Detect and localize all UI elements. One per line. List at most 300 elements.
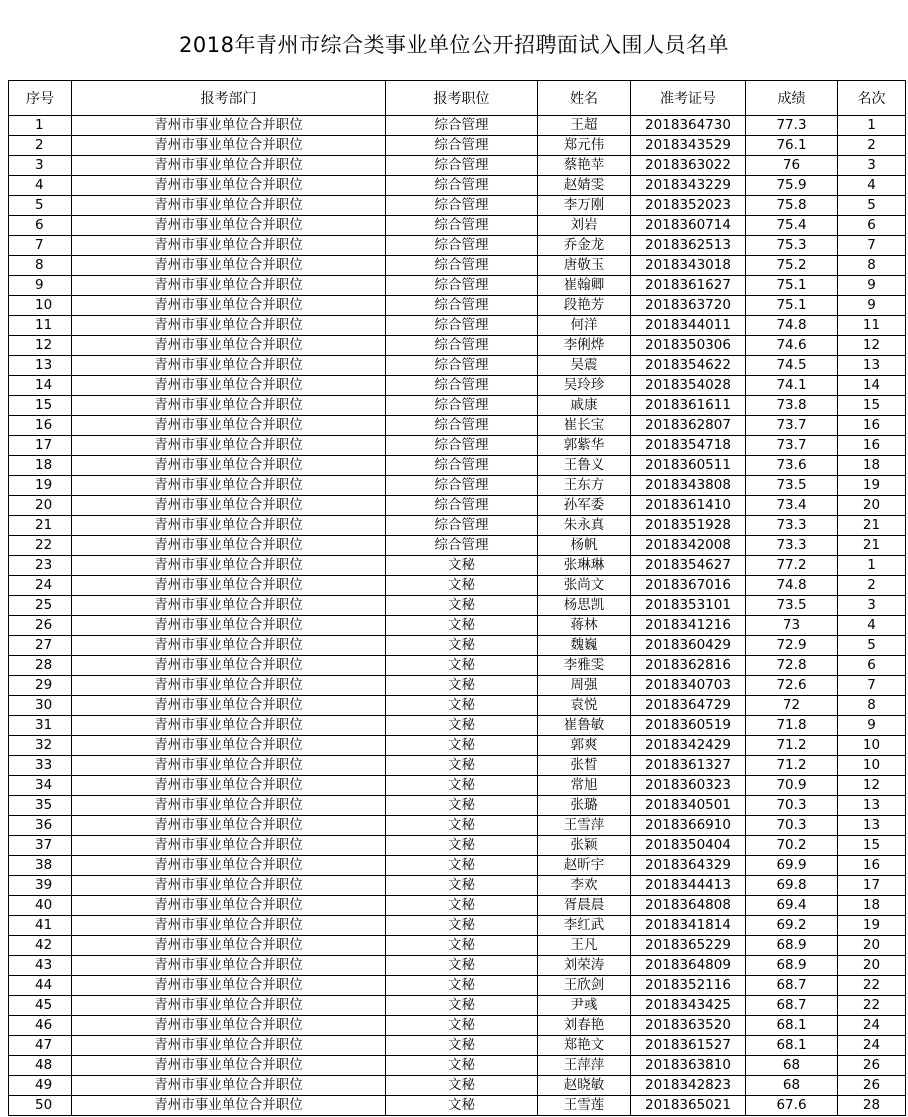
cell-position: 文秘 [386, 956, 538, 976]
cell-rank: 28 [838, 1096, 906, 1116]
cell-score: 72 [746, 696, 838, 716]
table-row [9, 376, 906, 396]
table-row [9, 656, 906, 676]
cell-rank: 8 [838, 696, 906, 716]
cell-seq: 48 [9, 1056, 72, 1076]
candidate-table [8, 80, 906, 1116]
cell-seq: 44 [9, 976, 72, 996]
table-row [9, 976, 906, 996]
cell-department: 青州市事业单位合并职位 [72, 796, 386, 816]
cell-department: 青州市事业单位合并职位 [72, 356, 386, 376]
cell-department: 青州市事业单位合并职位 [72, 296, 386, 316]
cell-ticket-number: 2018353101 [631, 596, 746, 616]
cell-department: 青州市事业单位合并职位 [72, 1056, 386, 1076]
table-row [9, 956, 906, 976]
cell-position: 文秘 [386, 616, 538, 636]
cell-ticket-number: 2018354718 [631, 436, 746, 456]
cell-seq: 10 [9, 296, 72, 316]
cell-position: 文秘 [386, 856, 538, 876]
cell-seq: 46 [9, 1016, 72, 1036]
cell-position: 综合管理 [386, 196, 538, 216]
cell-department: 青州市事业单位合并职位 [72, 996, 386, 1016]
cell-department: 青州市事业单位合并职位 [72, 1016, 386, 1036]
cell-position: 综合管理 [386, 536, 538, 556]
cell-seq: 45 [9, 996, 72, 1016]
table-row [9, 556, 906, 576]
header-ticket-number: 准考证号 [631, 81, 746, 116]
cell-position: 文秘 [386, 556, 538, 576]
table-row [9, 676, 906, 696]
cell-department: 青州市事业单位合并职位 [72, 236, 386, 256]
table-row [9, 336, 906, 356]
cell-score: 74.5 [746, 356, 838, 376]
cell-seq: 7 [9, 236, 72, 256]
cell-department: 青州市事业单位合并职位 [72, 756, 386, 776]
cell-department: 青州市事业单位合并职位 [72, 436, 386, 456]
cell-score: 73.4 [746, 496, 838, 516]
cell-position: 综合管理 [386, 216, 538, 236]
cell-ticket-number: 2018343425 [631, 996, 746, 1016]
cell-score: 70.2 [746, 836, 838, 856]
table-row [9, 796, 906, 816]
table-row [9, 1036, 906, 1056]
table-row [9, 256, 906, 276]
header-rank: 名次 [838, 81, 906, 116]
cell-ticket-number: 2018344011 [631, 316, 746, 336]
table-row [9, 816, 906, 836]
table-row [9, 456, 906, 476]
cell-rank: 2 [838, 576, 906, 596]
cell-name: 张琳琳 [538, 556, 631, 576]
cell-rank: 19 [838, 916, 906, 936]
cell-name: 常旭 [538, 776, 631, 796]
cell-seq: 19 [9, 476, 72, 496]
cell-rank: 15 [838, 396, 906, 416]
cell-ticket-number: 2018341814 [631, 916, 746, 936]
cell-ticket-number: 2018361627 [631, 276, 746, 296]
cell-score: 72.6 [746, 676, 838, 696]
cell-department: 青州市事业单位合并职位 [72, 976, 386, 996]
cell-name: 张璐 [538, 796, 631, 816]
cell-seq: 24 [9, 576, 72, 596]
cell-department: 青州市事业单位合并职位 [72, 196, 386, 216]
cell-name: 刘岩 [538, 216, 631, 236]
cell-rank: 3 [838, 156, 906, 176]
cell-seq: 29 [9, 676, 72, 696]
cell-department: 青州市事业单位合并职位 [72, 696, 386, 716]
cell-name: 赵婧雯 [538, 176, 631, 196]
cell-seq: 50 [9, 1096, 72, 1116]
cell-ticket-number: 2018343018 [631, 256, 746, 276]
cell-seq: 9 [9, 276, 72, 296]
cell-name: 李红武 [538, 916, 631, 936]
cell-ticket-number: 2018343529 [631, 136, 746, 156]
cell-score: 70.9 [746, 776, 838, 796]
cell-position: 文秘 [386, 1096, 538, 1116]
cell-name: 杨思凯 [538, 596, 631, 616]
cell-rank: 1 [838, 116, 906, 136]
cell-score: 73.8 [746, 396, 838, 416]
cell-rank: 22 [838, 996, 906, 1016]
cell-rank: 22 [838, 976, 906, 996]
cell-seq: 40 [9, 896, 72, 916]
table-row [9, 536, 906, 556]
cell-name: 何洋 [538, 316, 631, 336]
cell-score: 72.9 [746, 636, 838, 656]
cell-name: 尹彧 [538, 996, 631, 1016]
cell-seq: 17 [9, 436, 72, 456]
cell-rank: 16 [838, 416, 906, 436]
cell-ticket-number: 2018364730 [631, 116, 746, 136]
cell-name: 王鲁义 [538, 456, 631, 476]
cell-name: 张颖 [538, 836, 631, 856]
cell-name: 郭爽 [538, 736, 631, 756]
cell-rank: 18 [838, 896, 906, 916]
cell-rank: 13 [838, 816, 906, 836]
cell-position: 综合管理 [386, 416, 538, 436]
cell-name: 孙军委 [538, 496, 631, 516]
cell-department: 青州市事业单位合并职位 [72, 956, 386, 976]
cell-rank: 7 [838, 236, 906, 256]
cell-seq: 2 [9, 136, 72, 156]
cell-department: 青州市事业单位合并职位 [72, 716, 386, 736]
cell-seq: 18 [9, 456, 72, 476]
cell-department: 青州市事业单位合并职位 [72, 376, 386, 396]
cell-name: 刘春艳 [538, 1016, 631, 1036]
cell-score: 69.8 [746, 876, 838, 896]
cell-position: 文秘 [386, 596, 538, 616]
cell-ticket-number: 2018361327 [631, 756, 746, 776]
cell-score: 68.7 [746, 976, 838, 996]
cell-seq: 26 [9, 616, 72, 636]
cell-position: 综合管理 [386, 136, 538, 156]
table-body [9, 116, 906, 1116]
cell-rank: 20 [838, 956, 906, 976]
cell-department: 青州市事业单位合并职位 [72, 156, 386, 176]
cell-score: 73.7 [746, 416, 838, 436]
cell-position: 文秘 [386, 816, 538, 836]
table-row [9, 316, 906, 336]
cell-rank: 20 [838, 936, 906, 956]
cell-department: 青州市事业单位合并职位 [72, 676, 386, 696]
cell-position: 文秘 [386, 1076, 538, 1096]
cell-seq: 8 [9, 256, 72, 276]
cell-seq: 49 [9, 1076, 72, 1096]
table-row [9, 736, 906, 756]
cell-score: 73.3 [746, 516, 838, 536]
cell-seq: 38 [9, 856, 72, 876]
cell-score: 75.1 [746, 296, 838, 316]
cell-department: 青州市事业单位合并职位 [72, 176, 386, 196]
cell-score: 73.6 [746, 456, 838, 476]
cell-position: 文秘 [386, 696, 538, 716]
cell-position: 综合管理 [386, 176, 538, 196]
cell-rank: 24 [838, 1036, 906, 1056]
cell-seq: 28 [9, 656, 72, 676]
cell-position: 文秘 [386, 876, 538, 896]
cell-seq: 37 [9, 836, 72, 856]
cell-ticket-number: 2018364729 [631, 696, 746, 716]
cell-seq: 35 [9, 796, 72, 816]
cell-seq: 20 [9, 496, 72, 516]
cell-ticket-number: 2018362513 [631, 236, 746, 256]
cell-score: 77.2 [746, 556, 838, 576]
cell-seq: 5 [9, 196, 72, 216]
cell-department: 青州市事业单位合并职位 [72, 596, 386, 616]
cell-seq: 31 [9, 716, 72, 736]
cell-ticket-number: 2018342008 [631, 536, 746, 556]
cell-position: 综合管理 [386, 116, 538, 136]
cell-ticket-number: 2018360714 [631, 216, 746, 236]
cell-ticket-number: 2018354028 [631, 376, 746, 396]
cell-ticket-number: 2018363720 [631, 296, 746, 316]
cell-score: 70.3 [746, 816, 838, 836]
table-row [9, 196, 906, 216]
cell-position: 文秘 [386, 896, 538, 916]
cell-department: 青州市事业单位合并职位 [72, 276, 386, 296]
cell-position: 综合管理 [386, 516, 538, 536]
cell-ticket-number: 2018352023 [631, 196, 746, 216]
cell-rank: 13 [838, 356, 906, 376]
cell-score: 69.4 [746, 896, 838, 916]
header-department: 报考部门 [72, 81, 386, 116]
cell-department: 青州市事业单位合并职位 [72, 396, 386, 416]
table-row [9, 1096, 906, 1116]
cell-seq: 25 [9, 596, 72, 616]
cell-position: 文秘 [386, 736, 538, 756]
cell-rank: 17 [838, 876, 906, 896]
table-row [9, 876, 906, 896]
cell-department: 青州市事业单位合并职位 [72, 816, 386, 836]
cell-score: 67.6 [746, 1096, 838, 1116]
cell-rank: 7 [838, 676, 906, 696]
cell-score: 68.1 [746, 1016, 838, 1036]
cell-department: 青州市事业单位合并职位 [72, 476, 386, 496]
table-row [9, 616, 906, 636]
table-row [9, 936, 906, 956]
cell-name: 戚康 [538, 396, 631, 416]
cell-score: 68.7 [746, 996, 838, 1016]
header-name: 姓名 [538, 81, 631, 116]
cell-seq: 23 [9, 556, 72, 576]
cell-seq: 4 [9, 176, 72, 196]
cell-position: 综合管理 [386, 356, 538, 376]
cell-position: 综合管理 [386, 256, 538, 276]
cell-score: 73.5 [746, 476, 838, 496]
cell-rank: 9 [838, 276, 906, 296]
cell-rank: 1 [838, 556, 906, 576]
cell-ticket-number: 2018366910 [631, 816, 746, 836]
cell-ticket-number: 2018363022 [631, 156, 746, 176]
cell-rank: 3 [838, 596, 906, 616]
table-row [9, 436, 906, 456]
header-score: 成绩 [746, 81, 838, 116]
cell-name: 王超 [538, 116, 631, 136]
table-row [9, 1076, 906, 1096]
cell-seq: 3 [9, 156, 72, 176]
cell-name: 杨帆 [538, 536, 631, 556]
cell-ticket-number: 2018354622 [631, 356, 746, 376]
cell-position: 综合管理 [386, 436, 538, 456]
cell-department: 青州市事业单位合并职位 [72, 116, 386, 136]
cell-seq: 15 [9, 396, 72, 416]
cell-name: 乔金龙 [538, 236, 631, 256]
cell-ticket-number: 2018351928 [631, 516, 746, 536]
cell-position: 综合管理 [386, 276, 538, 296]
cell-name: 郑艳文 [538, 1036, 631, 1056]
table-row [9, 136, 906, 156]
cell-rank: 15 [838, 836, 906, 856]
cell-name: 王雪萍 [538, 816, 631, 836]
cell-seq: 43 [9, 956, 72, 976]
cell-department: 青州市事业单位合并职位 [72, 856, 386, 876]
cell-name: 郑元伟 [538, 136, 631, 156]
cell-seq: 14 [9, 376, 72, 396]
cell-seq: 21 [9, 516, 72, 536]
cell-ticket-number: 2018367016 [631, 576, 746, 596]
cell-name: 李俐烨 [538, 336, 631, 356]
cell-name: 胥晨晨 [538, 896, 631, 916]
table-row [9, 716, 906, 736]
table-header-row [9, 81, 906, 116]
cell-rank: 26 [838, 1076, 906, 1096]
cell-department: 青州市事业单位合并职位 [72, 836, 386, 856]
cell-rank: 16 [838, 436, 906, 456]
cell-seq: 42 [9, 936, 72, 956]
cell-rank: 4 [838, 616, 906, 636]
cell-ticket-number: 2018362807 [631, 416, 746, 436]
table-row [9, 116, 906, 136]
cell-score: 76 [746, 156, 838, 176]
cell-score: 72.8 [746, 656, 838, 676]
cell-name: 崔长宝 [538, 416, 631, 436]
cell-position: 文秘 [386, 1056, 538, 1076]
cell-rank: 13 [838, 796, 906, 816]
table-row [9, 1016, 906, 1036]
cell-rank: 19 [838, 476, 906, 496]
table-row [9, 516, 906, 536]
cell-score: 73.5 [746, 596, 838, 616]
table-row [9, 856, 906, 876]
cell-position: 综合管理 [386, 396, 538, 416]
cell-name: 周强 [538, 676, 631, 696]
cell-rank: 16 [838, 856, 906, 876]
cell-seq: 33 [9, 756, 72, 776]
cell-name: 王萍萍 [538, 1056, 631, 1076]
cell-score: 74.6 [746, 336, 838, 356]
cell-department: 青州市事业单位合并职位 [72, 916, 386, 936]
cell-ticket-number: 2018361527 [631, 1036, 746, 1056]
cell-name: 张晳 [538, 756, 631, 776]
table-row [9, 576, 906, 596]
cell-score: 74.1 [746, 376, 838, 396]
cell-rank: 6 [838, 656, 906, 676]
cell-position: 文秘 [386, 916, 538, 936]
cell-rank: 8 [838, 256, 906, 276]
cell-position: 文秘 [386, 996, 538, 1016]
cell-department: 青州市事业单位合并职位 [72, 416, 386, 436]
cell-ticket-number: 2018344413 [631, 876, 746, 896]
cell-name: 李万刚 [538, 196, 631, 216]
cell-score: 73 [746, 616, 838, 636]
cell-name: 张尚文 [538, 576, 631, 596]
cell-score: 71.8 [746, 716, 838, 736]
cell-ticket-number: 2018340501 [631, 796, 746, 816]
cell-ticket-number: 2018342429 [631, 736, 746, 756]
cell-seq: 34 [9, 776, 72, 796]
cell-name: 王东方 [538, 476, 631, 496]
cell-score: 70.3 [746, 796, 838, 816]
cell-department: 青州市事业单位合并职位 [72, 1036, 386, 1056]
cell-name: 蔡艳苹 [538, 156, 631, 176]
cell-score: 73.3 [746, 536, 838, 556]
cell-name: 刘荣涛 [538, 956, 631, 976]
table-row [9, 636, 906, 656]
cell-score: 71.2 [746, 756, 838, 776]
cell-seq: 6 [9, 216, 72, 236]
cell-ticket-number: 2018361611 [631, 396, 746, 416]
cell-rank: 9 [838, 296, 906, 316]
cell-department: 青州市事业单位合并职位 [72, 216, 386, 236]
cell-seq: 27 [9, 636, 72, 656]
table-row [9, 916, 906, 936]
cell-ticket-number: 2018340703 [631, 676, 746, 696]
cell-position: 文秘 [386, 756, 538, 776]
cell-name: 崔翰卿 [538, 276, 631, 296]
cell-department: 青州市事业单位合并职位 [72, 336, 386, 356]
cell-department: 青州市事业单位合并职位 [72, 1076, 386, 1096]
table-row [9, 996, 906, 1016]
cell-position: 综合管理 [386, 456, 538, 476]
cell-position: 文秘 [386, 716, 538, 736]
cell-seq: 22 [9, 536, 72, 556]
cell-name: 朱永真 [538, 516, 631, 536]
table-row [9, 356, 906, 376]
cell-rank: 18 [838, 456, 906, 476]
table-row [9, 176, 906, 196]
cell-score: 76.1 [746, 136, 838, 156]
cell-position: 文秘 [386, 776, 538, 796]
cell-rank: 26 [838, 1056, 906, 1076]
table-row [9, 236, 906, 256]
cell-department: 青州市事业单位合并职位 [72, 316, 386, 336]
cell-ticket-number: 2018363520 [631, 1016, 746, 1036]
cell-name: 蒋林 [538, 616, 631, 636]
cell-ticket-number: 2018365229 [631, 936, 746, 956]
cell-rank: 10 [838, 756, 906, 776]
cell-department: 青州市事业单位合并职位 [72, 136, 386, 156]
cell-ticket-number: 2018343229 [631, 176, 746, 196]
cell-department: 青州市事业单位合并职位 [72, 656, 386, 676]
cell-score: 75.8 [746, 196, 838, 216]
cell-rank: 12 [838, 776, 906, 796]
cell-rank: 12 [838, 336, 906, 356]
cell-position: 文秘 [386, 976, 538, 996]
cell-ticket-number: 2018360511 [631, 456, 746, 476]
cell-position: 综合管理 [386, 236, 538, 256]
cell-ticket-number: 2018343808 [631, 476, 746, 496]
cell-score: 68.1 [746, 1036, 838, 1056]
cell-seq: 30 [9, 696, 72, 716]
cell-score: 75.2 [746, 256, 838, 276]
cell-position: 综合管理 [386, 316, 538, 336]
cell-score: 73.7 [746, 436, 838, 456]
cell-rank: 20 [838, 496, 906, 516]
cell-position: 文秘 [386, 676, 538, 696]
cell-score: 68 [746, 1056, 838, 1076]
cell-department: 青州市事业单位合并职位 [72, 636, 386, 656]
table-row [9, 696, 906, 716]
